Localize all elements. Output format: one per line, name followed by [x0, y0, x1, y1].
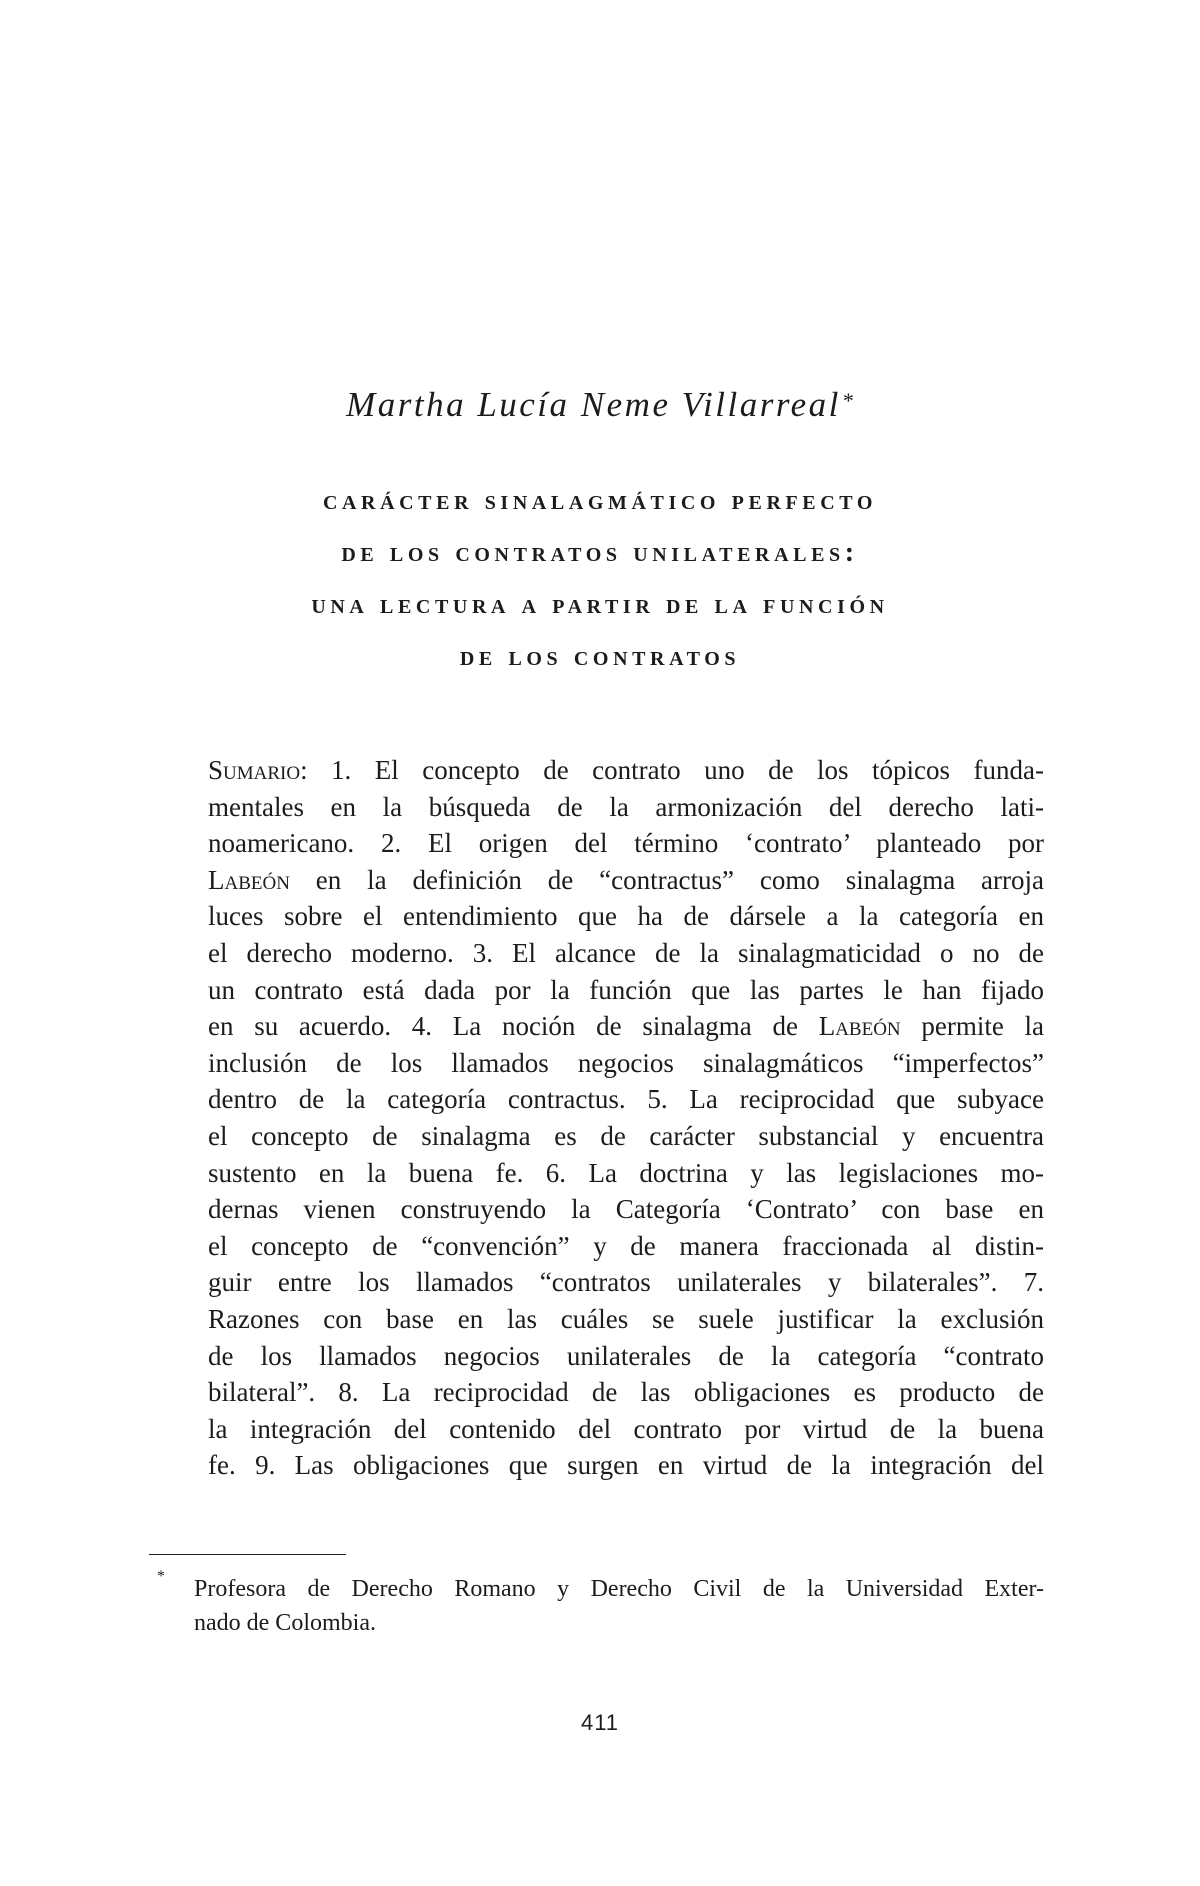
summary-line: un contrato está dada por la función que las partes le han fijado: [208, 974, 1044, 1005]
footnote-marker: *: [157, 1568, 165, 1585]
footnote-line: nado de Colombia.: [194, 1610, 376, 1636]
footnote-line: Profesora de Derecho Romano y Derecho Civil de la Universidad Exter-: [194, 1576, 1044, 1602]
summary-line: el concepto de “convención” y de manera fraccionada al distin-: [208, 1230, 1044, 1261]
title-line: de los contratos unilaterales:: [341, 537, 859, 568]
summary-line: Razones con base en las cuáles se suele justificar la exclusión: [208, 1303, 1044, 1334]
author-name: [0, 382, 1200, 428]
summary-line: el concepto de sinalagma es de carácter substancial y encuentra: [208, 1120, 1044, 1151]
summary-line: [208, 1008, 1044, 1045]
author-footnote-marker: *: [842, 388, 854, 413]
author-reference-labeon: Labeón: [818, 1011, 901, 1042]
footnote-text: [194, 1572, 1044, 1640]
summary-line-text: en la definición de “contractus” como sinalagma arroja: [289, 864, 1044, 895]
summary-line: inclusión de los llamados negocios sinalagmáticos “imperfectos”: [208, 1047, 1044, 1078]
summary-line: mentales en la búsqueda de la armonización del derecho lati-: [208, 791, 1044, 822]
summary-line: [208, 752, 1044, 789]
article-title: [0, 475, 1200, 683]
summary-line: sustento en la buena fe. 6. La doctrina y las legislaciones mo-: [208, 1157, 1044, 1188]
summary-line-text: permite la: [900, 1011, 1045, 1042]
summary-paragraph: [208, 752, 1044, 1484]
summary-line: luces sobre el entendimiento que ha de dársele a la categoría en: [208, 901, 1044, 932]
title-line: una lectura a partir de la función: [311, 589, 889, 620]
author-reference-labeon: Labeón: [208, 864, 290, 895]
summary-line: bilateral”. 8. La reciprocidad de las obligaciones es producto de: [208, 1377, 1044, 1408]
summary-line: guir entre los llamados “contratos unilaterales y bilaterales”. 7.: [208, 1267, 1044, 1298]
summary-line: el derecho moderno. 3. El alcance de la sinalagmaticidad o no de: [208, 937, 1044, 968]
summary-line: dernas vienen construyendo la Categoría ‘Contrato’ con base en: [208, 1194, 1044, 1225]
summary-line: noamericano. 2. El origen del término ‘contrato’ planteado por: [208, 828, 1044, 859]
summary-label: Sumario:: [208, 755, 308, 785]
summary-line: [208, 862, 1044, 899]
title-line: carácter sinalagmático perfecto: [322, 485, 878, 516]
summary-line: de los llamados negocios unilaterales de la categoría “contrato: [208, 1340, 1044, 1371]
title-line: de los contratos: [459, 641, 741, 672]
page-number: 411: [580, 1710, 620, 1735]
summary-line: la integración del contenido del contrato por virtud de la buena: [208, 1413, 1044, 1444]
summary-line: fe. 9. Las obligaciones que surgen en virtud de la integración del: [208, 1450, 1044, 1481]
summary-line-text: 1. El concepto de contrato uno de los tópicos funda-: [307, 755, 1044, 785]
footnote-separator: [149, 1554, 346, 1555]
author-name-text: Martha Lucía Neme Villarreal: [346, 385, 841, 424]
summary-line-text: en su acuerdo. 4. La noción de sinalagma de: [208, 1011, 819, 1042]
summary-line: dentro de la categoría contractus. 5. La reciprocidad que subyace: [208, 1084, 1044, 1115]
